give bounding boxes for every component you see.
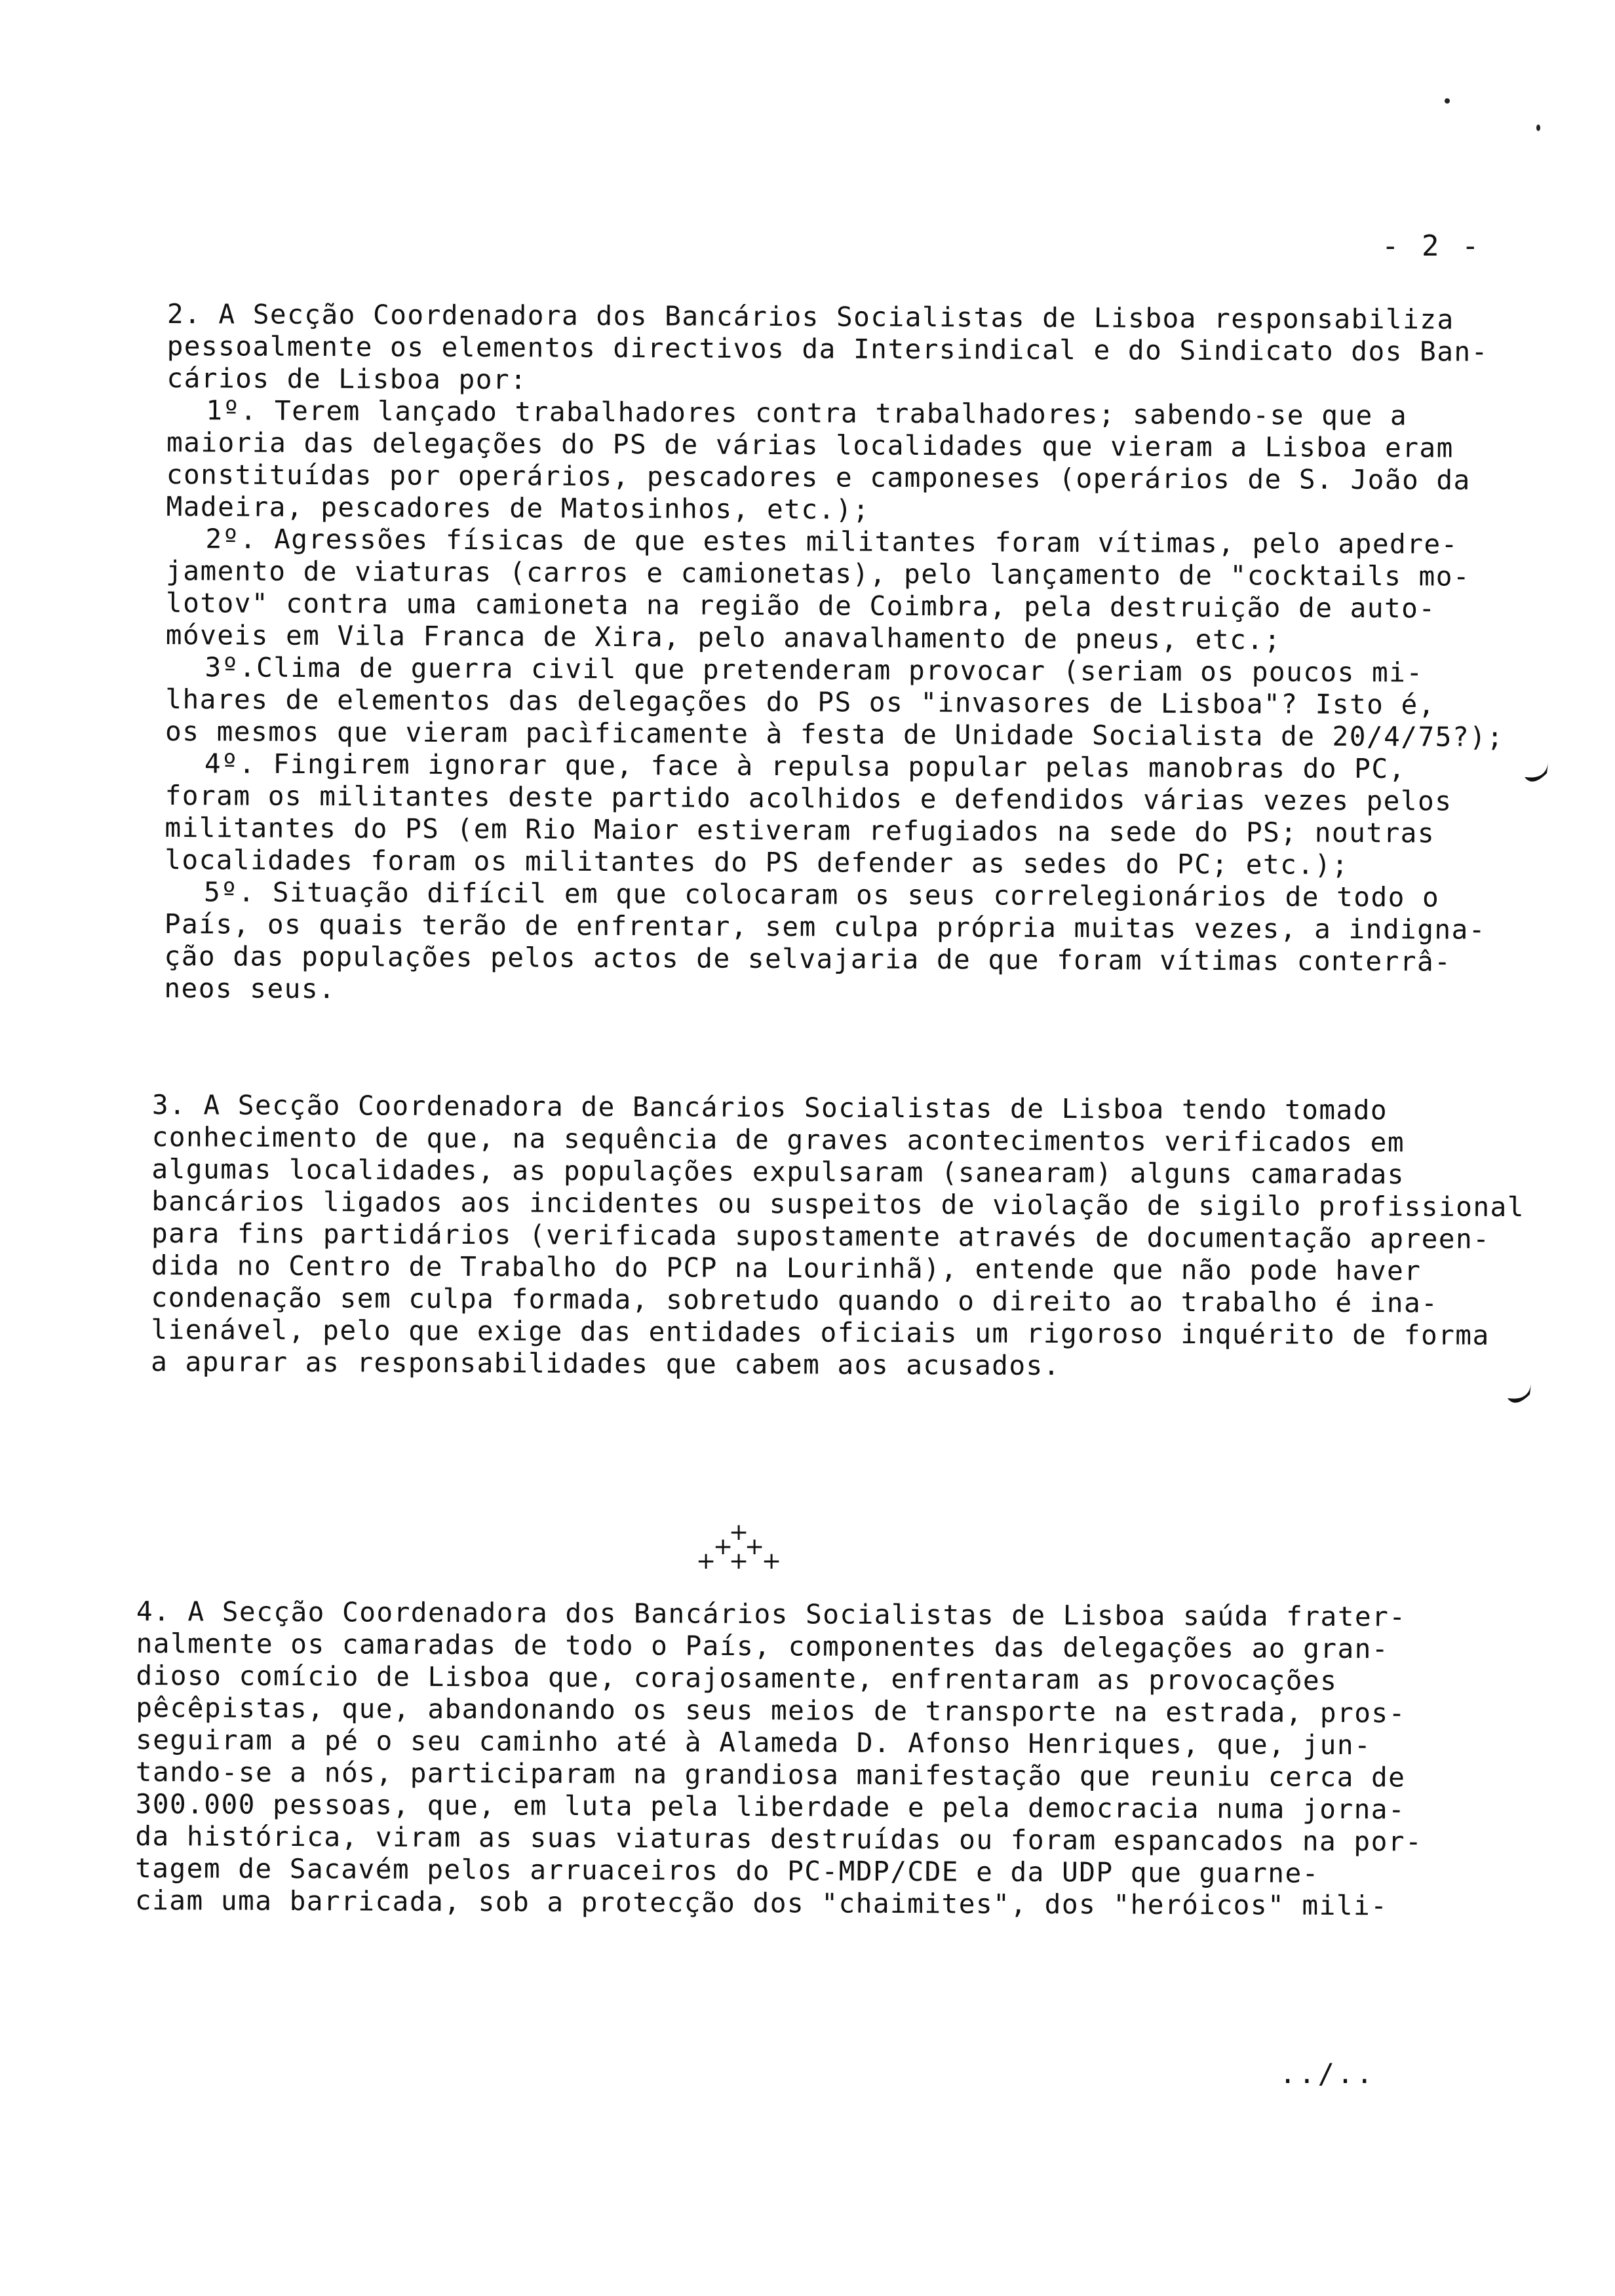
text-line: maioria das delegações do PS de várias localidades que vieram a Lisboa eram <box>166 426 1454 464</box>
text-line: pêcêpistas, que, abandonando os seus meios de transporte na estrada, pros- <box>136 1691 1406 1729</box>
text-line: 300.000 pessoas, que, em luta pela liberdade e pela democracia numa jorna- <box>135 1788 1406 1826</box>
text-line: militantes do PS (em Rio Maior estiveram refugiados na sede do PS; noutras <box>165 811 1435 849</box>
text-line: tagem de Sacavém pelos arruaceiros do PC-MDP/CDE e da UDP que guarne- <box>135 1852 1319 1889</box>
text-line: seguiram a pé o seu caminho até à Alameda D. Afonso Henriques, que, jun- <box>135 1723 1372 1761</box>
text-line: 4º. Fingirem ignorar que, face à repulsa popular pelas manobras do PC, <box>204 748 1406 785</box>
text-line: jamento de viaturas (carros e camionetas), pelo lançamento de "cocktails mo- <box>166 554 1471 592</box>
text-line: 3. A Secção Coordenadora de Bancários Socialistas de Lisboa tendo tomado <box>151 1089 1388 1126</box>
section-3-paragraph <box>151 1089 1525 1384</box>
section-2-paragraph <box>164 298 1504 1010</box>
text-line: ção das populações pelos actos de selvajaria de que foram vítimas conterrâ- <box>164 940 1452 978</box>
text-line: nalmente os camaradas de todo o País, componentes das delegações ao gran- <box>136 1627 1390 1665</box>
text-line: bancários ligados aos incidentes ou suspeitos de violação de sigilo profissional <box>151 1185 1525 1223</box>
text-line: 1º. Terem lançado trabalhadores contra trabalhadores; sabendo-se que a <box>206 394 1408 432</box>
ink-speck <box>1536 124 1540 131</box>
text-line: 2º. Agressões físicas de que estes militantes foram vítimas, pelo apedre- <box>205 523 1458 560</box>
text-line: da histórica, viram as suas viaturas destruídas ou foram espancados na por- <box>135 1820 1423 1858</box>
text-line: constituídas por operários, pescadores e camponeses (operários de S. João da <box>166 458 1471 496</box>
text-line: ciam uma barricada, sob a protecção dos "chaimites", dos "heróicos" mili- <box>134 1884 1388 1922</box>
text-line: condenação sem culpa formada, sobretudo quando o direito ao trabalho é ina- <box>151 1281 1439 1319</box>
separator-plus-glyph: + <box>713 1533 733 1560</box>
text-line: para fins partidários (verificada supostamente através de documentação apreen- <box>151 1217 1490 1255</box>
text-line: 4. A Secção Coordenadora dos Bancários Socialistas de Lisboa saúda frater- <box>136 1596 1407 1633</box>
text-line: foram os militantes deste partido acolhidos e defendidos várias vezes pelos <box>165 779 1452 817</box>
plus-separator <box>690 1519 781 1578</box>
text-line: algumas localidades, as populações expulsaram (sanearam) alguns camaradas <box>151 1153 1405 1191</box>
text-line: lienável, pelo que exige das entidades oficiais um rigoroso inquérito de forma <box>151 1313 1490 1351</box>
text-line: País, os quais terão de enfrentar, sem culpa própria muitas vezes, a indigna- <box>164 908 1487 946</box>
text-line: Madeira, pescadores de Matosinhos, etc.); <box>166 490 870 526</box>
separator-plus-glyph: + <box>729 1519 749 1546</box>
margin-check-mark-icon <box>1505 1381 1534 1410</box>
separator-plus-glyph: + <box>762 1548 782 1575</box>
text-line: lhares de elementos das delegações do PS os "invasores de Lisboa"? Isto é, <box>165 683 1436 721</box>
text-line: cários de Lisboa por: <box>166 362 528 396</box>
text-line: tando-se a nós, participaram na grandiosa manifestação que reuniu cerca de <box>135 1755 1406 1793</box>
text-line: a apurar as responsabilidades que cabem aos acusados. <box>151 1345 1061 1382</box>
separator-plus-glyph: + <box>696 1548 716 1575</box>
text-line: neos seus. <box>164 972 336 1005</box>
text-line: dida no Centro de Trabalho do PCP na Lourinhã), entende que não pode haver <box>151 1249 1422 1287</box>
page-number: - 2 - <box>1382 229 1482 263</box>
text-line: localidades foram os militantes do PS defender as sedes do PC; etc.); <box>165 843 1350 881</box>
text-line: conhecimento de que, na sequência de graves acontecimentos verificados em <box>151 1120 1405 1158</box>
separator-plus-glyph: + <box>729 1548 749 1575</box>
text-line: os mesmos que vieram pacìficamente à festa de Unidade Socialista de 20/4/75?); <box>165 715 1504 753</box>
margin-check-mark-icon <box>1522 760 1551 789</box>
section-4-paragraph <box>135 1596 1447 1923</box>
separator-plus-glyph: + <box>745 1533 765 1560</box>
text-line: 2. A Secção Coordenadora dos Bancários Socialistas de Lisboa responsabiliza <box>166 298 1454 335</box>
text-line: pessoalmente os elementos directivos da Intersindical e do Sindicato dos Ban- <box>166 330 1489 368</box>
text-line: 3º.Clima de guerra civil que pretenderam provocar (seriam os poucos mi- <box>204 651 1424 689</box>
text-line: 5º. Situação difícil em que colocaram os seus correlegionários de todo o <box>203 876 1440 913</box>
ink-speck <box>1445 98 1450 104</box>
text-line: lotov" contra uma camioneta na região de Coimbra, pela destruição de auto- <box>165 586 1436 624</box>
continuation-mark: ../.. <box>1279 2057 1376 2090</box>
text-line: móveis em Vila Franca de Xira, pelo anavalhamento de pneus, etc.; <box>165 619 1281 656</box>
text-line: dioso comício de Lisboa que, corajosamente, enfrentaram as provocações <box>136 1659 1338 1696</box>
